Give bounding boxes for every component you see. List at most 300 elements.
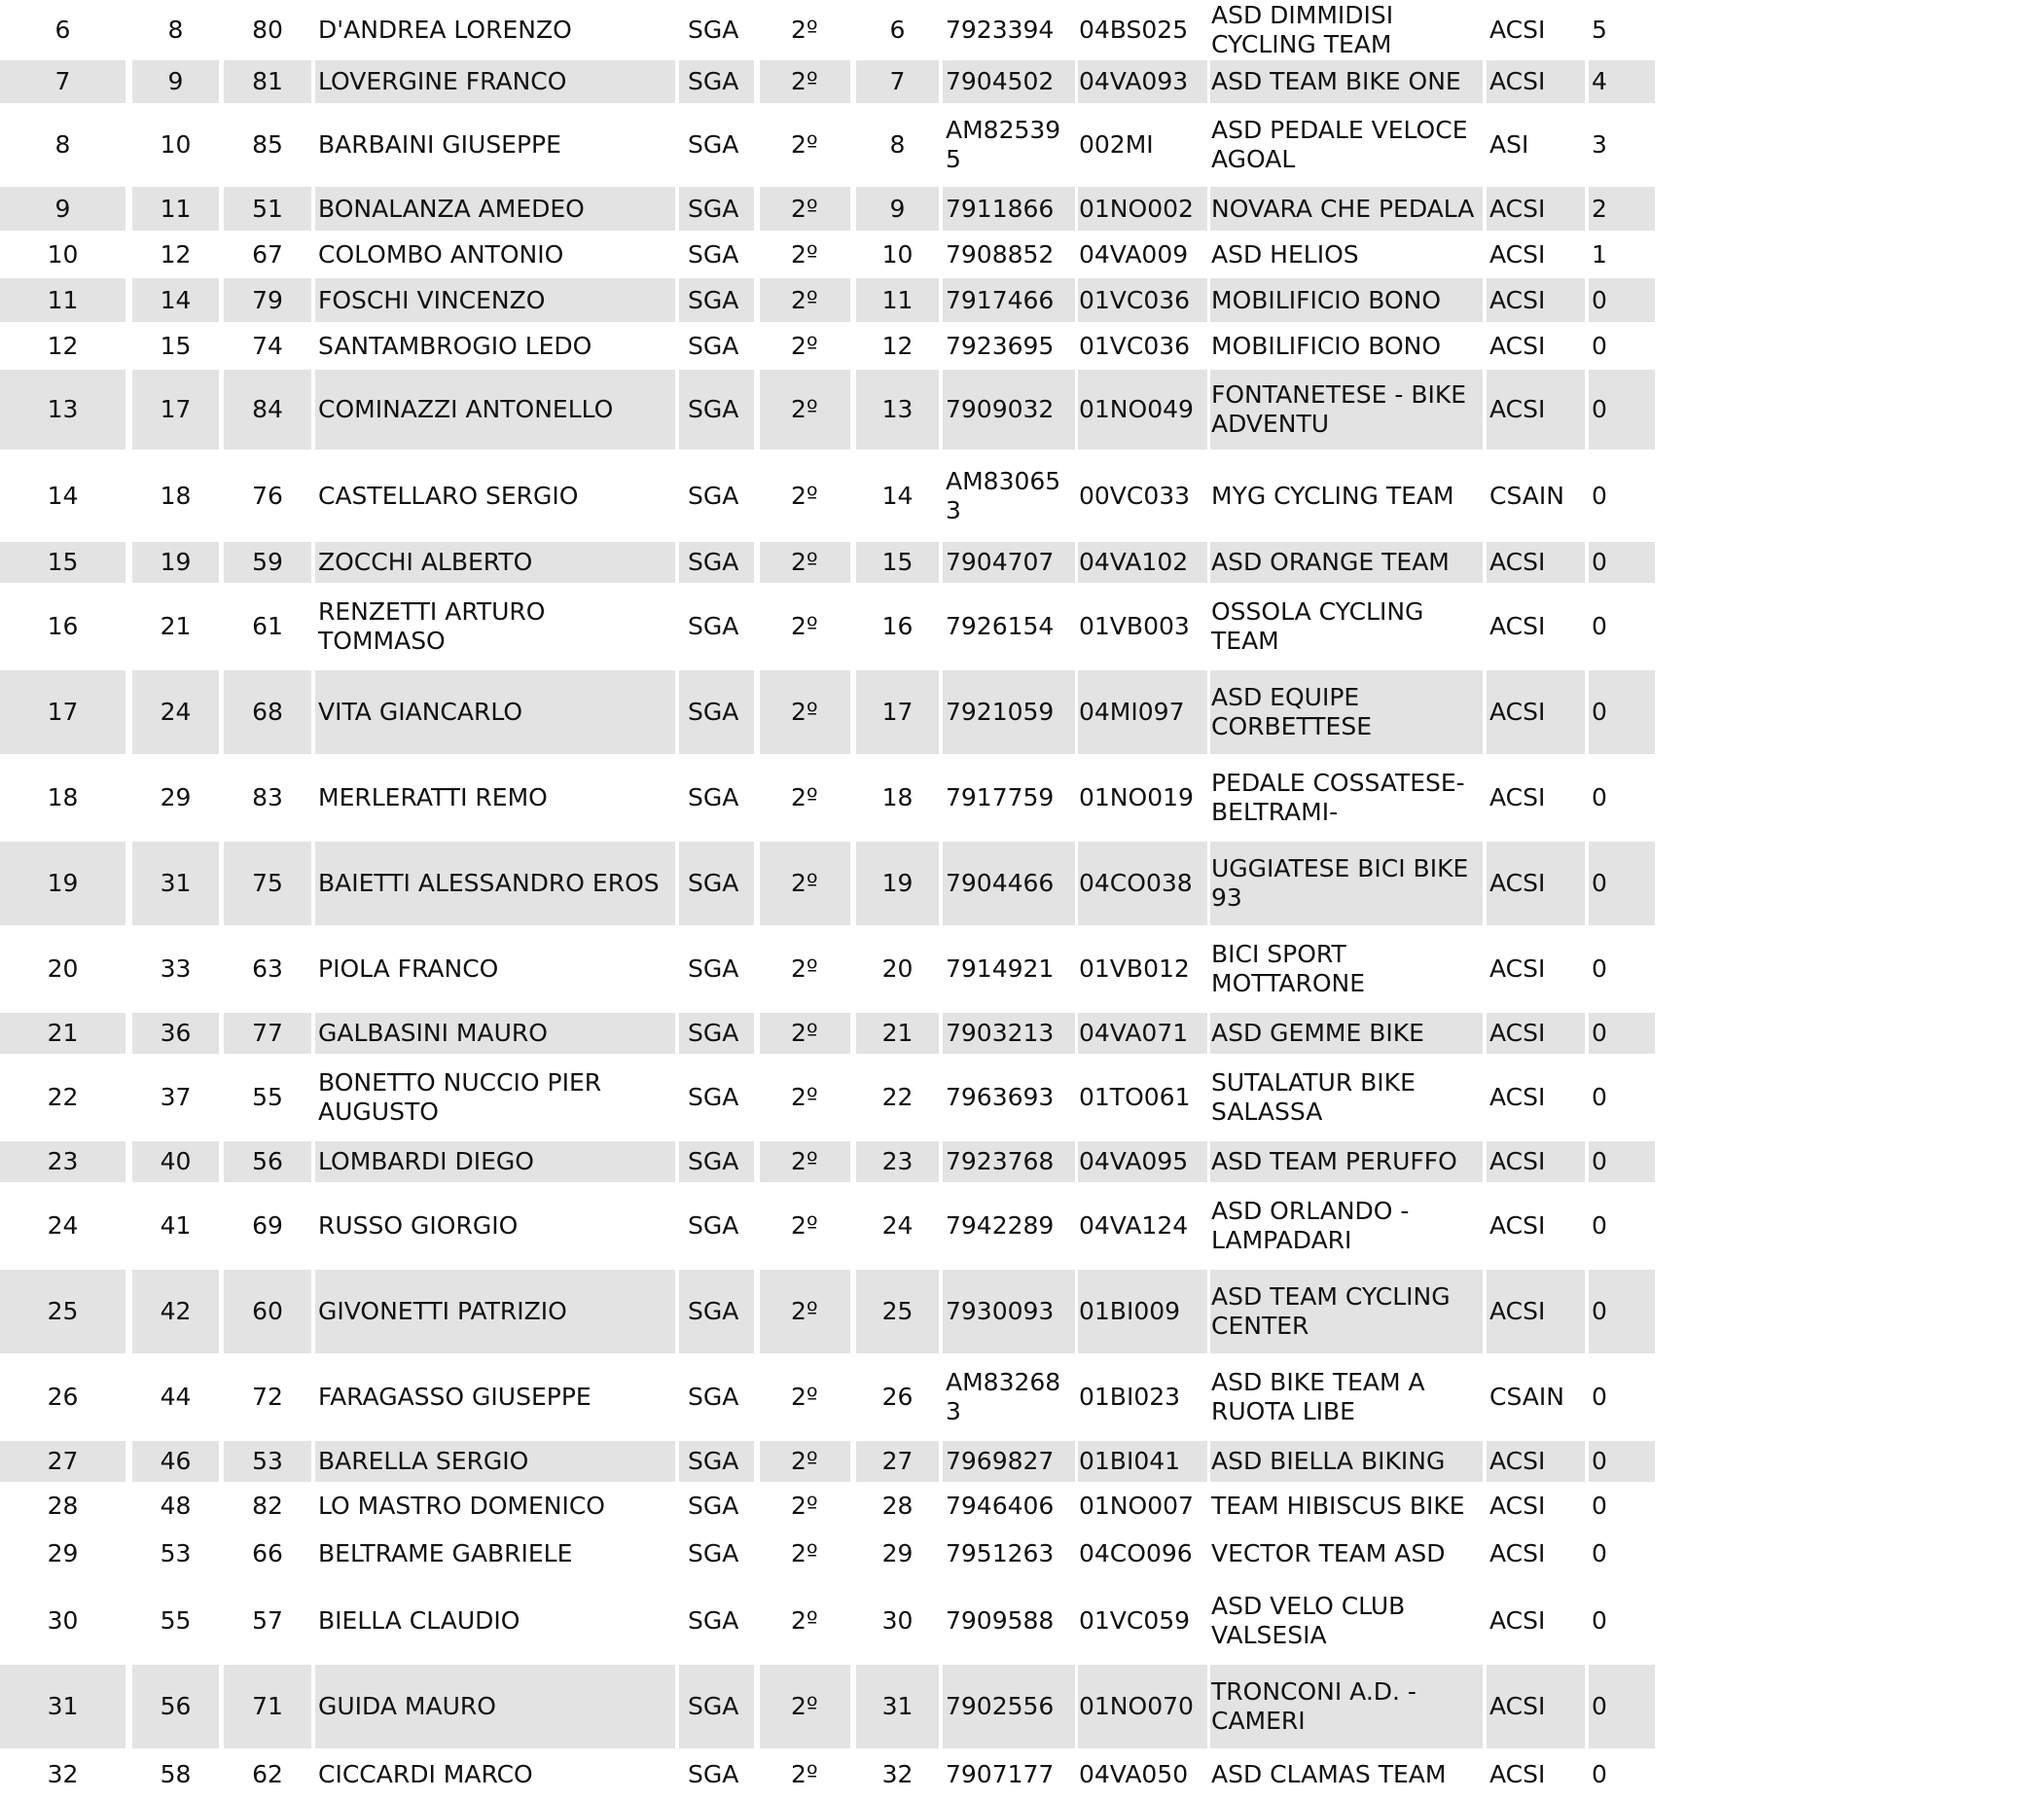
card-text: 7904466: [946, 869, 1055, 897]
category-position-cell: [856, 542, 939, 583]
round-cell: [760, 103, 850, 187]
round-cell: [760, 278, 850, 322]
athlete-name-cell: [315, 60, 675, 103]
pts-text: 0: [1592, 1491, 1607, 1520]
pts-text: 0: [1592, 1211, 1607, 1240]
overall-position-cell: [132, 370, 219, 450]
bib-text: 69: [252, 1211, 283, 1240]
round-cell: [760, 187, 850, 231]
overall-position-cell: [132, 450, 219, 542]
category-cell: [679, 103, 754, 187]
round-cell: [760, 231, 850, 278]
round-cell: [760, 1482, 850, 1530]
cpos-text: 22: [881, 1083, 914, 1111]
round-cell: [760, 754, 850, 842]
table-row: [0, 1577, 1655, 1665]
ente-text: ACSI: [1489, 1606, 1546, 1635]
category-cell: [679, 754, 754, 842]
team-text: ASD VELO CLUB VALSESIA: [1211, 1592, 1406, 1649]
athlete-name-cell: [315, 187, 675, 231]
membership-card-cell: [943, 187, 1075, 231]
round-text: 2º: [791, 16, 818, 44]
team-text: ASD EQUIPE CORBETTESE: [1211, 683, 1373, 740]
points-cell: [1589, 60, 1655, 103]
table-row: [0, 1013, 1655, 1054]
cpos-text: 20: [881, 954, 914, 983]
membership-card-cell: [943, 583, 1075, 670]
cpos-text: 31: [881, 1692, 914, 1720]
name-text: RUSSO GIORGIO: [318, 1211, 519, 1240]
membership-card-cell: [943, 1530, 1075, 1577]
bib-number-cell: [224, 322, 311, 370]
name-text: BAIETTI ALESSANDRO EROS: [318, 869, 660, 897]
name-text: GALBASINI MAURO: [318, 1019, 548, 1047]
membership-card-cell: [943, 231, 1075, 278]
organization-cell: [1487, 1482, 1585, 1530]
team-name-cell: [1210, 450, 1483, 542]
round-text: 2º: [791, 481, 818, 510]
overall-position-cell: [132, 1270, 219, 1353]
name-text: RENZETTI ARTURO TOMMASO: [318, 597, 546, 655]
bib-number-cell: [224, 450, 311, 542]
bib-text: 81: [252, 67, 283, 95]
bib-number-cell: [224, 187, 311, 231]
round-text: 2º: [791, 612, 818, 640]
pos-text: 21: [47, 1019, 79, 1047]
pos-text: 31: [47, 1692, 79, 1720]
code-text: 04CO096: [1079, 1538, 1193, 1567]
ente-text: ACSI: [1489, 612, 1546, 640]
membership-card-cell: [943, 1270, 1075, 1353]
overall-position-cell: [132, 583, 219, 670]
membership-card-cell: [943, 278, 1075, 322]
name-text: BIELLA CLAUDIO: [318, 1606, 520, 1635]
position-cell: [0, 925, 126, 1013]
organization-cell: [1487, 1748, 1585, 1800]
ente-text: ACSI: [1489, 954, 1546, 983]
pos-text: 9: [54, 194, 71, 223]
cpos-text: 21: [881, 1019, 914, 1047]
team-code-cell: [1078, 1530, 1207, 1577]
table-row: [0, 187, 1655, 231]
team-text: VECTOR TEAM ASD: [1211, 1538, 1446, 1567]
team-code-cell: [1078, 1577, 1207, 1665]
category-cell: [679, 450, 754, 542]
team-code-cell: [1078, 542, 1207, 583]
team-text: ASD BIELLA BIKING: [1211, 1447, 1446, 1475]
cat-text: SGA: [688, 1147, 739, 1175]
pos-text: 29: [47, 1538, 79, 1567]
pos-text: 15: [47, 548, 79, 576]
ente-text: ACSI: [1489, 1538, 1546, 1567]
category-cell: [679, 1665, 754, 1748]
cat-text: SGA: [688, 1297, 739, 1325]
pos-text: 12: [47, 331, 79, 360]
table-row: [0, 754, 1655, 842]
category-cell: [679, 278, 754, 322]
table-row: [0, 583, 1655, 670]
organization-cell: [1487, 842, 1585, 925]
team-text: SUTALATUR BIKE SALASSA: [1211, 1068, 1416, 1126]
team-name-cell: [1210, 1353, 1483, 1441]
team-name-cell: [1210, 1270, 1483, 1353]
team-name-cell: [1210, 187, 1483, 231]
card-text: 7930093: [946, 1297, 1055, 1325]
round-text: 2º: [791, 1383, 818, 1411]
round-cell: [760, 1577, 850, 1665]
points-cell: [1589, 925, 1655, 1013]
organization-cell: [1487, 1141, 1585, 1182]
pos-text: 8: [54, 130, 71, 159]
team-name-cell: [1210, 583, 1483, 670]
team-text: ASD GEMME BIKE: [1211, 1019, 1424, 1047]
cpos-text: 25: [881, 1297, 914, 1325]
pts-text: 0: [1592, 698, 1607, 726]
team-text: MYG CYCLING TEAM: [1211, 481, 1454, 510]
pos-text: 27: [47, 1447, 79, 1475]
cat-text: SGA: [688, 481, 739, 510]
category-cell: [679, 1182, 754, 1270]
card-text: 7904502: [946, 67, 1055, 95]
position-cell: [0, 322, 126, 370]
card-text: 7911866: [946, 194, 1055, 223]
bib-number-cell: [224, 1441, 311, 1482]
name-text: BELTRAME GABRIELE: [318, 1538, 573, 1567]
ente-text: ACSI: [1489, 67, 1546, 95]
round-cell: [760, 1530, 850, 1577]
athlete-name-cell: [315, 1013, 675, 1054]
team-code-cell: [1078, 1441, 1207, 1482]
ente-text: ACSI: [1489, 1447, 1546, 1475]
position-cell: [0, 1748, 126, 1800]
category-position-cell: [856, 925, 939, 1013]
gen-text: 15: [160, 331, 192, 360]
round-text: 2º: [791, 67, 818, 95]
bib-number-cell: [224, 583, 311, 670]
overall-position-cell: [132, 1141, 219, 1182]
category-position-cell: [856, 1270, 939, 1353]
overall-position-cell: [132, 1665, 219, 1748]
team-code-cell: [1078, 450, 1207, 542]
cat-text: SGA: [688, 67, 739, 95]
team-text: TEAM HIBISCUS BIKE: [1211, 1491, 1465, 1520]
pts-text: 2: [1592, 194, 1607, 223]
position-cell: [0, 450, 126, 542]
team-name-cell: [1210, 842, 1483, 925]
category-position-cell: [856, 450, 939, 542]
category-position-cell: [856, 1665, 939, 1748]
bib-text: 60: [252, 1297, 283, 1325]
round-cell: [760, 583, 850, 670]
points-cell: [1589, 542, 1655, 583]
team-code-cell: [1078, 1353, 1207, 1441]
gen-text: 53: [160, 1538, 192, 1567]
category-position-cell: [856, 1141, 939, 1182]
team-text: NOVARA CHE PEDALA: [1211, 194, 1475, 223]
table-row: [0, 1182, 1655, 1270]
athlete-name-cell: [315, 1665, 675, 1748]
pts-text: 0: [1592, 612, 1607, 640]
cpos-text: 12: [881, 331, 914, 360]
table-row: [0, 370, 1655, 450]
athlete-name-cell: [315, 542, 675, 583]
table-row: [0, 842, 1655, 925]
athlete-name-cell: [315, 231, 675, 278]
bib-number-cell: [224, 754, 311, 842]
team-code-cell: [1078, 278, 1207, 322]
round-text: 2º: [791, 285, 818, 314]
pos-text: 13: [47, 395, 79, 423]
gen-text: 24: [160, 698, 192, 726]
card-text: 7909588: [946, 1606, 1055, 1635]
organization-cell: [1487, 1577, 1585, 1665]
category-cell: [679, 583, 754, 670]
pts-text: 0: [1592, 1692, 1607, 1720]
table-row: [0, 1530, 1655, 1577]
cpos-text: 26: [881, 1383, 914, 1411]
cpos-text: 27: [881, 1447, 914, 1475]
pts-text: 0: [1592, 1759, 1607, 1788]
name-text: GUIDA MAURO: [318, 1692, 496, 1720]
round-text: 2º: [791, 1083, 818, 1111]
bib-text: 51: [252, 194, 283, 223]
points-cell: [1589, 1748, 1655, 1800]
position-cell: [0, 278, 126, 322]
code-text: 01VC036: [1079, 331, 1191, 360]
card-text: 7923394: [946, 16, 1055, 44]
round-text: 2º: [791, 1019, 818, 1047]
bib-number-cell: [224, 370, 311, 450]
gen-text: 48: [160, 1491, 192, 1520]
bib-text: 66: [252, 1538, 283, 1567]
round-cell: [760, 60, 850, 103]
round-text: 2º: [791, 1606, 818, 1635]
card-text: 7923768: [946, 1147, 1055, 1175]
athlete-name-cell: [315, 925, 675, 1013]
category-position-cell: [856, 754, 939, 842]
overall-position-cell: [132, 1054, 219, 1141]
round-cell: [760, 450, 850, 542]
table-row: [0, 1141, 1655, 1182]
team-name-cell: [1210, 670, 1483, 754]
points-cell: [1589, 1441, 1655, 1482]
team-name-cell: [1210, 231, 1483, 278]
points-cell: [1589, 103, 1655, 187]
code-text: 04VA095: [1079, 1147, 1189, 1175]
organization-cell: [1487, 450, 1585, 542]
ente-text: ACSI: [1489, 239, 1546, 269]
cat-text: SGA: [688, 1447, 739, 1475]
round-text: 2º: [791, 130, 818, 159]
table-row: [0, 1665, 1655, 1748]
athlete-name-cell: [315, 1482, 675, 1530]
cat-text: SGA: [688, 16, 739, 44]
position-cell: [0, 103, 126, 187]
cpos-text: 28: [881, 1491, 914, 1520]
category-position-cell: [856, 583, 939, 670]
organization-cell: [1487, 370, 1585, 450]
code-text: 01VC059: [1079, 1606, 1191, 1635]
table-row: [0, 1748, 1655, 1800]
team-name-cell: [1210, 278, 1483, 322]
athlete-name-cell: [315, 1141, 675, 1182]
bib-number-cell: [224, 1748, 311, 1800]
gen-text: 29: [160, 783, 192, 811]
category-position-cell: [856, 1748, 939, 1800]
overall-position-cell: [132, 60, 219, 103]
card-text: 7963693: [946, 1083, 1055, 1111]
ente-text: ASI: [1489, 130, 1529, 159]
gen-text: 56: [160, 1692, 192, 1720]
membership-card-cell: [943, 1353, 1075, 1441]
category-position-cell: [856, 322, 939, 370]
membership-card-cell: [943, 842, 1075, 925]
organization-cell: [1487, 1665, 1585, 1748]
table-row: [0, 60, 1655, 103]
code-text: 04VA124: [1079, 1211, 1189, 1240]
cat-text: SGA: [688, 331, 739, 360]
team-text: TRONCONI A.D. - CAMERI: [1211, 1677, 1416, 1735]
pts-text: 0: [1592, 1083, 1607, 1111]
team-code-cell: [1078, 1013, 1207, 1054]
team-text: ASD BIKE TEAM A RUOTA LIBE: [1211, 1368, 1425, 1425]
overall-position-cell: [132, 1530, 219, 1577]
cat-text: SGA: [688, 1211, 739, 1240]
membership-card-cell: [943, 60, 1075, 103]
team-text: ASD ORLANDO - LAMPADARI: [1211, 1197, 1410, 1254]
athlete-name-cell: [315, 1441, 675, 1482]
table-row: [0, 925, 1655, 1013]
points-cell: [1589, 1665, 1655, 1748]
round-cell: [760, 370, 850, 450]
organization-cell: [1487, 925, 1585, 1013]
round-cell: [760, 670, 850, 754]
category-cell: [679, 1054, 754, 1141]
gen-text: 44: [160, 1383, 192, 1411]
position-cell: [0, 370, 126, 450]
round-text: 2º: [791, 194, 818, 223]
organization-cell: [1487, 231, 1585, 278]
code-text: 01NO002: [1079, 194, 1194, 223]
round-text: 2º: [791, 1692, 818, 1720]
category-cell: [679, 1748, 754, 1800]
position-cell: [0, 1441, 126, 1482]
ente-text: ACSI: [1489, 698, 1546, 726]
code-text: 01TO061: [1079, 1083, 1191, 1111]
table-row: [0, 1270, 1655, 1353]
bib-text: 82: [252, 1491, 283, 1520]
gen-text: 41: [160, 1211, 192, 1240]
athlete-name-cell: [315, 1270, 675, 1353]
cpos-text: 17: [881, 698, 914, 726]
round-cell: [760, 1182, 850, 1270]
membership-card-cell: [943, 1482, 1075, 1530]
organization-cell: [1487, 542, 1585, 583]
category-position-cell: [856, 1530, 939, 1577]
team-name-cell: [1210, 103, 1483, 187]
pos-text: 26: [47, 1383, 79, 1411]
team-text: PEDALE COSSATESE-BELTRAMI-: [1211, 769, 1465, 826]
round-text: 2º: [791, 1297, 818, 1325]
card-text: 7951263: [946, 1538, 1055, 1567]
team-code-cell: [1078, 1141, 1207, 1182]
bib-number-cell: [224, 1665, 311, 1748]
round-cell: [760, 1353, 850, 1441]
name-text: COLOMBO ANTONIO: [318, 239, 564, 269]
team-name-cell: [1210, 1577, 1483, 1665]
cat-text: SGA: [688, 1083, 739, 1111]
round-cell: [760, 1054, 850, 1141]
round-text: 2º: [791, 239, 818, 269]
cpos-text: 30: [881, 1606, 914, 1635]
athlete-name-cell: [315, 1054, 675, 1141]
points-cell: [1589, 1353, 1655, 1441]
athlete-name-cell: [315, 0, 675, 60]
name-text: D'ANDREA LORENZO: [318, 16, 572, 44]
team-name-cell: [1210, 1441, 1483, 1482]
code-text: 04CO038: [1079, 869, 1193, 897]
ente-text: ACSI: [1489, 1211, 1546, 1240]
name-text: COMINAZZI ANTONELLO: [318, 395, 614, 423]
gen-text: 14: [160, 285, 192, 314]
cat-text: SGA: [688, 1491, 739, 1520]
card-text: 7904707: [946, 548, 1055, 576]
bib-number-cell: [224, 670, 311, 754]
bib-text: 68: [252, 698, 283, 726]
cpos-text: 14: [881, 481, 914, 510]
position-cell: [0, 1482, 126, 1530]
code-text: 04MI097: [1079, 698, 1185, 726]
card-text: 7909032: [946, 395, 1055, 423]
name-text: GIVONETTI PATRIZIO: [318, 1297, 567, 1325]
gen-text: 55: [160, 1606, 192, 1635]
pts-text: 0: [1592, 1538, 1607, 1567]
membership-card-cell: [943, 0, 1075, 60]
table-row: [0, 1482, 1655, 1530]
pos-text: 19: [47, 869, 79, 897]
bib-text: 74: [252, 331, 283, 360]
ente-text: ACSI: [1489, 869, 1546, 897]
overall-position-cell: [132, 1482, 219, 1530]
position-cell: [0, 1353, 126, 1441]
team-code-cell: [1078, 60, 1207, 103]
points-cell: [1589, 1141, 1655, 1182]
category-position-cell: [856, 1054, 939, 1141]
ente-text: ACSI: [1489, 1297, 1546, 1325]
round-text: 2º: [791, 783, 818, 811]
round-cell: [760, 925, 850, 1013]
name-text: BONALANZA AMEDEO: [318, 194, 585, 223]
team-name-cell: [1210, 754, 1483, 842]
round-cell: [760, 842, 850, 925]
cpos-text: 32: [881, 1759, 914, 1788]
category-position-cell: [856, 60, 939, 103]
membership-card-cell: [943, 1665, 1075, 1748]
bib-text: 57: [252, 1606, 283, 1635]
gen-text: 18: [160, 481, 192, 510]
membership-card-cell: [943, 1748, 1075, 1800]
cat-text: SGA: [688, 783, 739, 811]
bib-number-cell: [224, 1482, 311, 1530]
name-text: FARAGASSO GIUSEPPE: [318, 1383, 592, 1411]
category-cell: [679, 842, 754, 925]
ente-text: CSAIN: [1489, 1383, 1564, 1411]
cpos-text: 19: [881, 869, 914, 897]
round-text: 2º: [791, 1147, 818, 1175]
position-cell: [0, 0, 126, 60]
pts-text: 0: [1592, 481, 1607, 510]
overall-position-cell: [132, 542, 219, 583]
